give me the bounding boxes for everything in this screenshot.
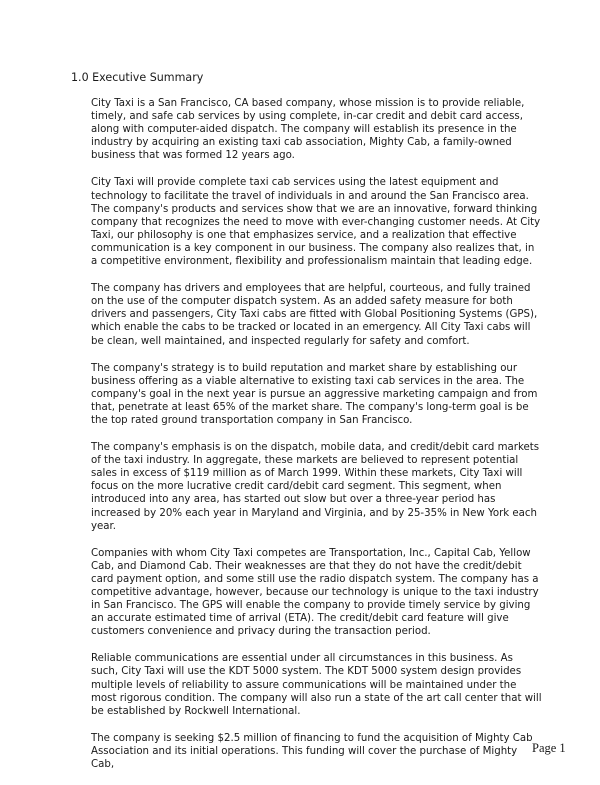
section-heading: 1.0 Executive Summary xyxy=(71,71,204,84)
page-number: Page 1 xyxy=(532,741,566,755)
paragraph-services: City Taxi will provide complete taxi cab services using the latest equipment and technology to facilitate the travel of individuals in and around the San Francisco area. The company's products and services show that we are an innovative, forward thinking company that recognizes the need to move with ever-changing customer needs. At City Taxi, our philosophy is one that emphasizes service, and a realization that effective communication is a key component in our business. The company also realizes that, in a competitive environment, flexibility and professionalism maintain that leading edge. xyxy=(91,177,541,268)
paragraph-markets: The company's emphasis is on the dispatch, mobile data, and credit/debit card markets of the taxi industry. In aggregate, these markets are believed to represent potential sales in excess of $119 million as of March 1999. Within these markets, City Taxi will focus on the more lucrative credit card/debit card segment. This segment, when introduced into any area, has started out slow but over a three-year period has increased by 20% each year in Maryland and Virginia, and by 25-35% in New York each year. xyxy=(91,442,540,532)
paragraph-competition: Companies with whom City Taxi competes are Transportation, Inc., Capital Cab, Yellow Cab, and Diamond Cab. Their weaknesses are that they do not have the credit/debit card payment option, and some still use the radio dispatch system. The company has a competitive advantage, however, because our technology is unique to the taxi industry in San Francisco. The GPS will enable the company to provide timely service by giving an accurate estimated time of arrival (ETA). The credit/debit card feature will give customers convenience and privacy during the transaction period. xyxy=(91,547,539,638)
paragraph-drivers-safety: The company has drivers and employees that are helpful, courteous, and fully trained on the use of the computer dispatch system. As an added safety measure for both drivers and passengers, City Taxi cabs are fitted with Global Positioning Systems (GPS), which enable the cabs to be tracked or located in an emergency. All City Taxi cabs will be clean, well maintained, and inspected regularly for safety and comfort. xyxy=(91,283,538,347)
document-body xyxy=(91,97,543,785)
paragraph-communications: Reliable communications are essential under all circumstances in this business. As such, City Taxi will use the KDT 5000 system. The KDT 5000 system design provides multiple levels of reliability to assure communications will be maintained under the most rigorous condition. The company will also run a state of the art call center that will be established by Rockwell International. xyxy=(91,653,542,717)
paragraph-mission: City Taxi is a San Francisco, CA based company, whose mission is to provide reliable, timely, and safe cab services by using complete, in-car credit and debit card access, along with computer-aided dispatch. The company will establish its presence in the industry by acquiring an existing taxi cab association, Mighty Cab, a family-owned business that was formed 12 years ago. xyxy=(91,98,525,162)
paragraph-strategy: The company's strategy is to build reputation and market share by establishing our business offering as a viable alternative to existing taxi cab services in the area. The company's goal in the next year is pursue an aggressive marketing campaign and from that, penetrate at least 65% of the market share. The company's long-term goal is be the top rated ground transportation company in San Francisco. xyxy=(91,362,538,426)
paragraph-financing: The company is seeking $2.5 million of financing to fund the acquisition of Mighty Cab Association and its initial operations. This funding will cover the purchase of Mighty Cab, xyxy=(91,732,533,771)
